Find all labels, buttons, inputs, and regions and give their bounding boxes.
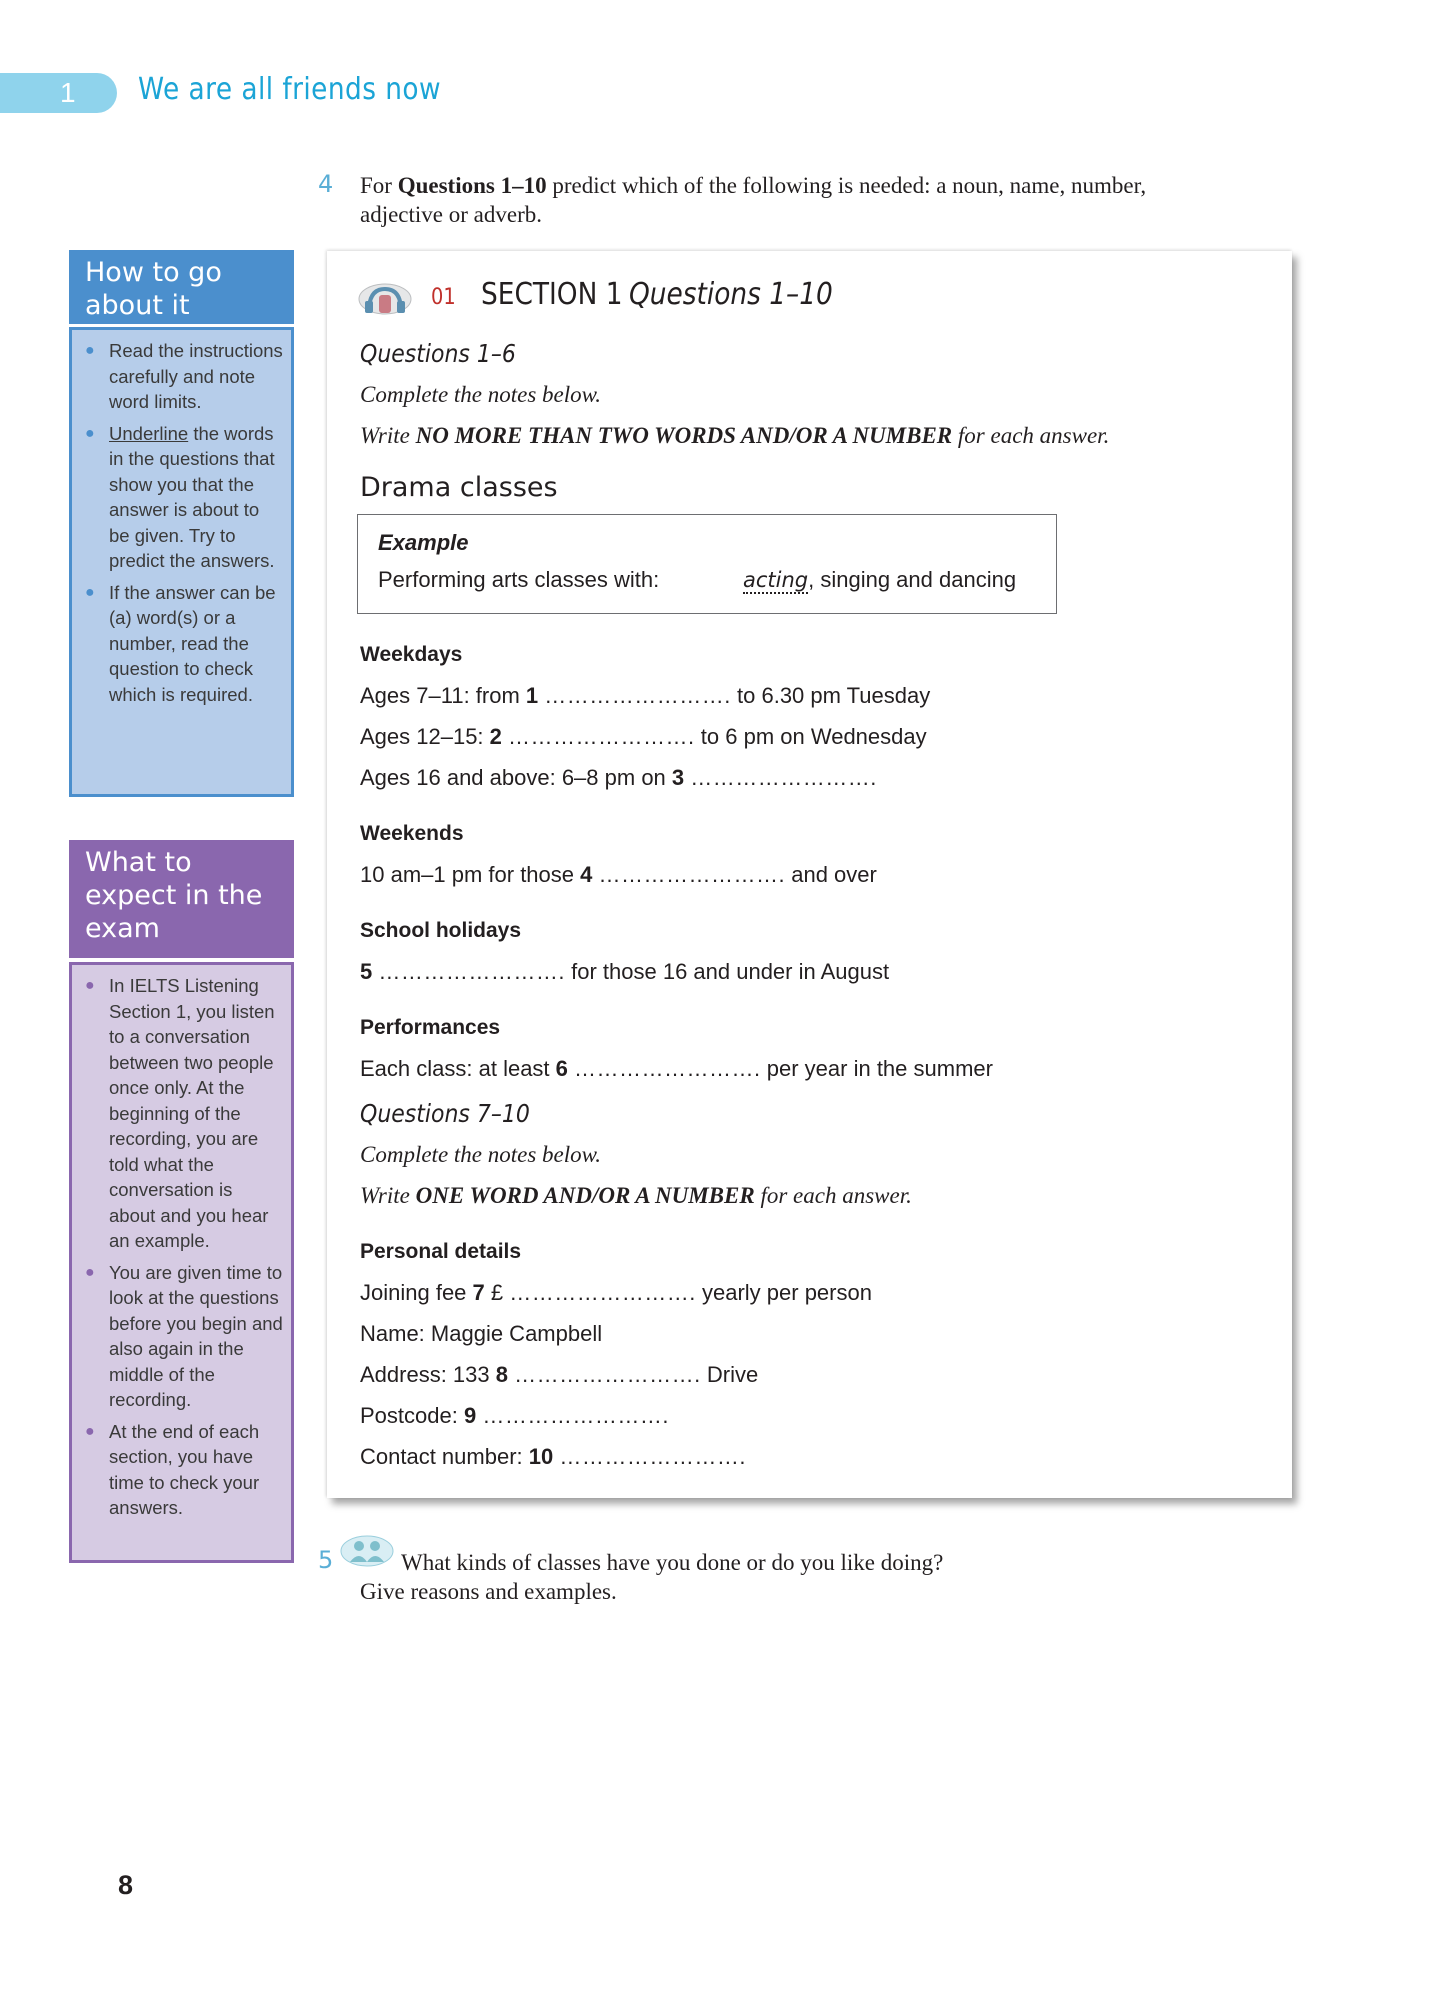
performances-heading: Performances (360, 1016, 501, 1039)
expect-box (69, 962, 294, 1563)
question-4-line (360, 862, 877, 888)
bullet-icon: ● (85, 1422, 95, 1440)
example-answer-line (743, 567, 1016, 593)
task-4-instruction (360, 171, 1290, 229)
how-to-item-text: Read the instructions carefully and note word limits. (109, 340, 283, 412)
word-limit-post: for each answer. (952, 423, 1110, 448)
example-rest: , singing and dancing (808, 567, 1017, 592)
section-label: SECTION 1 (481, 277, 623, 312)
bullet-icon: ● (85, 1263, 95, 1281)
how-to-item-text: the words in the questions that show you that the answer is about to be given. Try to predict the answers. (109, 422, 275, 571)
task-5-number: 5 (318, 1546, 334, 1574)
q7-post: yearly per person (695, 1280, 872, 1305)
questions-1-6-heading: Questions 1–6 (360, 339, 516, 368)
q2-post: to 6 pm on Wednesday (694, 724, 927, 749)
question-8-line (360, 1362, 758, 1388)
q4-post: and over (785, 862, 877, 887)
q2-pre: Ages 12–15: (360, 724, 490, 749)
q7-pre: Joining fee (360, 1280, 473, 1305)
chapter-title: We are all friends now (138, 72, 442, 107)
questions-1-6-instruction: Complete the notes below. (360, 382, 602, 407)
q5-post: for those 16 and under in August (565, 959, 890, 984)
bullet-icon: ● (85, 977, 95, 994)
question-9-line (360, 1403, 669, 1429)
name-line: Name: Maggie Campbell (360, 1321, 603, 1346)
task-4-number: 4 (318, 170, 334, 198)
word-limit-bold: ONE WORD AND/OR A NUMBER (415, 1183, 755, 1208)
task-4-text-bold: Questions 1–10 (397, 173, 547, 198)
questions-7-10-instruction: Complete the notes below. (360, 1142, 602, 1167)
q9-pre: Postcode: (360, 1403, 464, 1428)
question-3-line (360, 765, 877, 791)
question-5-line (360, 959, 889, 985)
expect-item-text: In IELTS Listening Section 1, you listen to a conversation between two people once only. At the beginning of the recording, you are told what the conversation is about and you hear an example. (109, 975, 275, 1251)
answer-blank-1[interactable]: ……………………. (544, 683, 731, 708)
notes-title: Drama classes (360, 472, 558, 503)
word-limit-pre: Write (360, 423, 416, 448)
headphones-icon (357, 281, 413, 317)
answer-blank-2[interactable]: ……………………. (508, 724, 695, 749)
q7-currency: £ (484, 1280, 510, 1305)
word-limit-bold: NO MORE THAN TWO WORDS AND/OR A NUMBER (415, 423, 953, 448)
questions-1-6-word-limit (360, 423, 1109, 449)
track-number: 01 (431, 285, 456, 310)
how-to-item (82, 338, 283, 415)
answer-blank-10[interactable]: ……………………. (559, 1444, 746, 1469)
expect-heading (69, 840, 294, 958)
q1-post: to 6.30 pm Tuesday (730, 683, 931, 708)
pair-work-icon (340, 1534, 394, 1568)
q5-number: 5 (360, 959, 373, 984)
answer-blank-7[interactable]: ……………………. (509, 1280, 696, 1305)
q10-pre: Contact number: (360, 1444, 529, 1469)
example-prompt: Performing arts classes with: (378, 567, 660, 592)
q8-number: 8 (495, 1362, 508, 1387)
expect-item-text: At the end of each section, you have time to check your answers. (109, 1420, 260, 1518)
bullet-icon: ● (85, 583, 95, 601)
section-questions-label: Questions 1–10 (629, 277, 833, 312)
task-4-text-pre: For (360, 173, 398, 198)
q1-pre: Ages 7–11: from (360, 683, 526, 708)
q3-number: 3 (671, 765, 685, 790)
question-6-line (360, 1056, 993, 1082)
answer-blank-5[interactable]: ……………………. (378, 959, 565, 984)
q6-post: per year in the summer (760, 1056, 993, 1081)
q3-pre: Ages 16 and above: 6–8 pm on (360, 765, 672, 790)
q4-pre: 10 am–1 pm for those (360, 862, 581, 887)
expect-item (82, 973, 283, 1254)
task-4-text-line2: adjective or adverb. (360, 202, 542, 227)
question-1-line (360, 683, 930, 709)
how-to-item-underlined: Underline (109, 422, 189, 444)
expect-heading-line2: expect in the (85, 880, 263, 911)
weekends-heading: Weekends (360, 822, 464, 845)
question-10-line (360, 1444, 746, 1470)
q10-number: 10 (528, 1444, 554, 1469)
q7-number: 7 (472, 1280, 485, 1305)
example-answer: acting (743, 568, 809, 592)
expect-heading-line3: exam (85, 913, 160, 944)
questions-7-10-word-limit (360, 1183, 912, 1209)
how-to-heading (69, 250, 294, 324)
q8-pre: Address: 133 (360, 1362, 496, 1387)
task-5-followup: Give reasons and examples. (360, 1579, 617, 1604)
example-box (357, 514, 1057, 614)
q6-pre: Each class: at least (360, 1056, 556, 1081)
word-limit-post: for each answer. (754, 1183, 912, 1208)
q1-number: 1 (525, 683, 539, 708)
task-4-text-post: predict which of the following is needed: a noun, name, number, (546, 173, 1147, 198)
question-2-line (360, 724, 927, 750)
q4-number: 4 (580, 862, 593, 887)
q2-number: 2 (489, 724, 502, 749)
personal-details-heading: Personal details (360, 1240, 522, 1263)
how-to-heading-line2: about it (85, 290, 190, 321)
q6-number: 6 (555, 1056, 568, 1081)
questions-7-10-heading: Questions 7–10 (360, 1099, 530, 1128)
page-number: 8 (118, 1870, 134, 1900)
expect-heading-line1: What to (85, 847, 192, 878)
q8-post: Drive (700, 1362, 759, 1387)
how-to-item (82, 421, 283, 574)
how-to-heading-line1: How to go (85, 257, 222, 288)
how-to-box (69, 327, 294, 797)
answer-blank-4[interactable]: ……………………. (598, 862, 786, 887)
bullet-icon: ● (85, 342, 95, 359)
question-7-line (360, 1280, 872, 1306)
answer-blank-3[interactable]: ……………………. (690, 765, 877, 790)
expect-item (82, 1419, 283, 1521)
weekdays-heading: Weekdays (360, 643, 463, 666)
word-limit-pre: Write (360, 1183, 416, 1208)
expect-item (82, 1260, 283, 1413)
how-to-item-text: If the answer can be (a) word(s) or a number, read the question to check which is required. (109, 581, 276, 705)
expect-item-text: You are given time to look at the questions before you begin and also again in the middle of the recording. (109, 1261, 283, 1410)
task-5-question: What kinds of classes have you done or do you like doing? (401, 1550, 944, 1575)
answer-blank-8[interactable]: ……………………. (514, 1362, 701, 1387)
example-label: Example (378, 530, 469, 555)
how-to-item (82, 580, 283, 708)
holidays-heading: School holidays (360, 919, 522, 942)
chapter-number-tab: 1 (0, 73, 117, 113)
q9-number: 9 (463, 1403, 477, 1428)
bullet-icon: ● (85, 424, 95, 442)
answer-blank-6[interactable]: ……………………. (574, 1056, 761, 1081)
answer-blank-9[interactable]: ……………………. (482, 1403, 669, 1428)
listening-section-panel (327, 251, 1292, 1498)
